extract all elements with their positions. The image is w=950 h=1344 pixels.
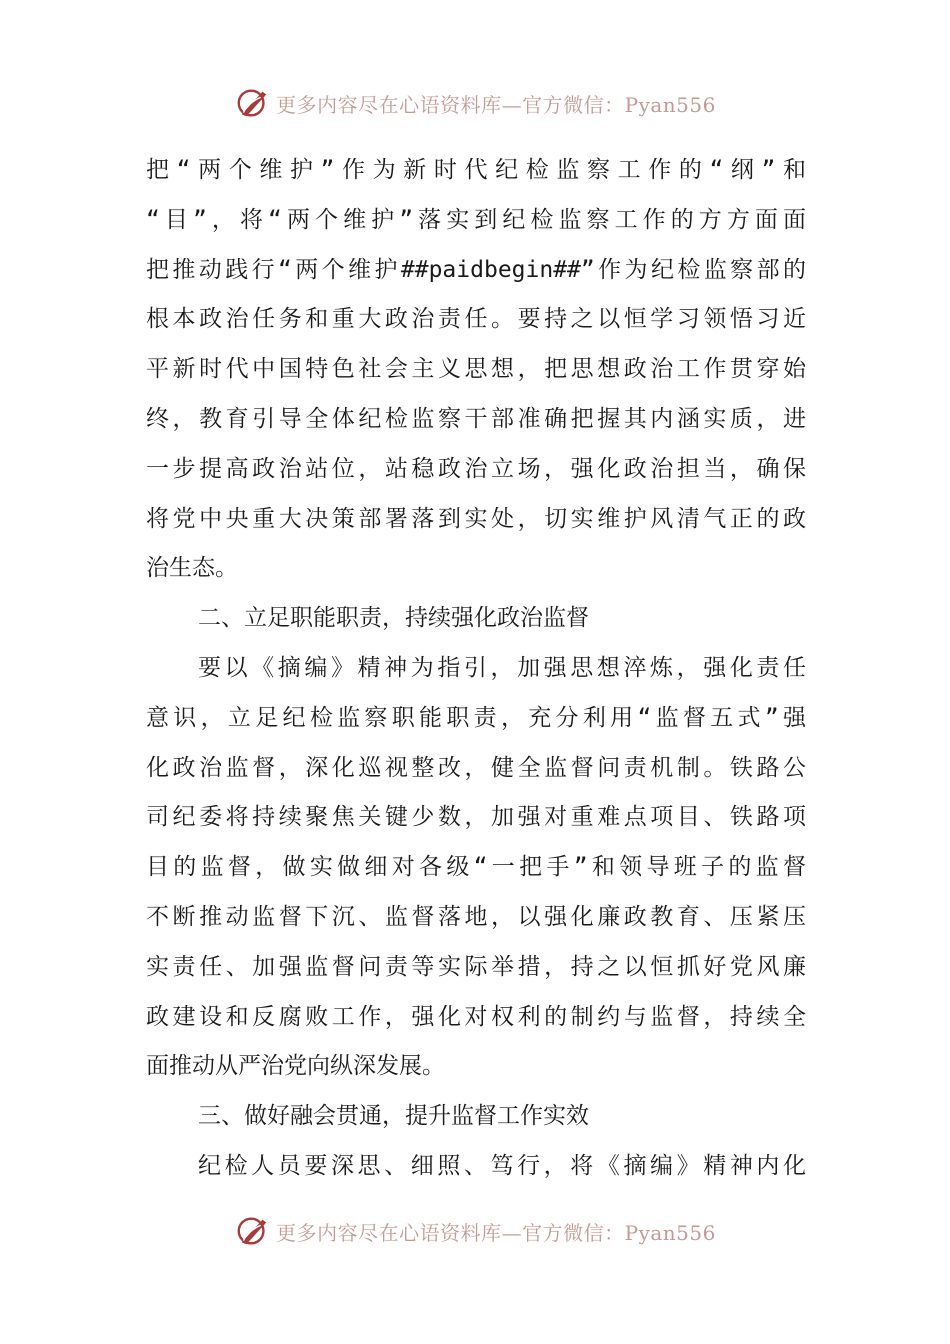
section-heading: 二、立足职能职责，持续强化政治监督: [198, 605, 589, 632]
text-line: 一步提高政治站位，站稳政治立场，强化政治担当，确保: [146, 455, 806, 482]
text-line: 根本政治任务和重大政治责任。要持之以恒学习领悟习近: [146, 306, 806, 333]
footer-watermark-banner: [0, 1211, 950, 1251]
text-line: 治生态。: [146, 555, 238, 582]
text-line: 终，教育引导全体纪检监察干部准确把握其内涵实质，进: [146, 405, 806, 432]
text-line: 纪检人员要深思、细照、笃行，将《摘编》精神内化: [198, 1152, 806, 1179]
text-line: 把“两个维护”作为新时代纪检监察工作的“纲”和: [146, 157, 806, 183]
text-line: 要以《摘编》精神为指引，加强思想淬炼，强化责任: [198, 654, 806, 681]
watermark-text: 更多内容尽在心语资料库—官方微信：Pyan556: [276, 1220, 716, 1245]
text-line: 把推动践行“两个维护##paidbegin##”作为纪检监察部的: [146, 256, 806, 283]
text-line: 政建设和反腐败工作，强化对权利的制约与监督，持续全: [146, 1003, 806, 1030]
watermark-text: 更多内容尽在心语资料库—官方微信：Pyan556: [276, 92, 716, 117]
text-line: 平新时代中国特色社会主义思想，把思想政治工作贯穿始: [146, 356, 806, 383]
text-line: 将党中央重大决策部署落到实处，切实维护风清气正的政: [146, 505, 806, 532]
document-body: [146, 146, 806, 1192]
section-heading: 三、做好融会贯通，提升监督工作实效: [198, 1103, 589, 1130]
text-line: 实责任、加强监督问责等实际举措，持之以恒抓好党风廉: [146, 953, 806, 980]
text-line: 司纪委将持续聚焦关键少数，加强对重难点项目、铁路项: [146, 804, 806, 831]
text-line: “目”，将“两个维护”落实到纪检监察工作的方方面面: [146, 206, 806, 233]
text-line: 面推动从严治党向纵深发展。: [146, 1053, 445, 1080]
pen-logo-icon: [234, 1212, 272, 1250]
pen-logo-icon: [234, 84, 272, 122]
text-line: 意识，立足纪检监察职能职责，充分利用“监督五式”强: [146, 704, 806, 731]
text-line: 化政治监督，深化巡视整改，健全监督问责机制。铁路公: [146, 754, 806, 781]
text-line: 目的监督，做实做细对各级“一把手”和领导班子的监督: [146, 854, 806, 881]
text-line: 不断推动监督下沉、监督落地，以强化廉政教育、压紧压: [146, 903, 806, 930]
header-watermark-banner: [0, 83, 950, 123]
